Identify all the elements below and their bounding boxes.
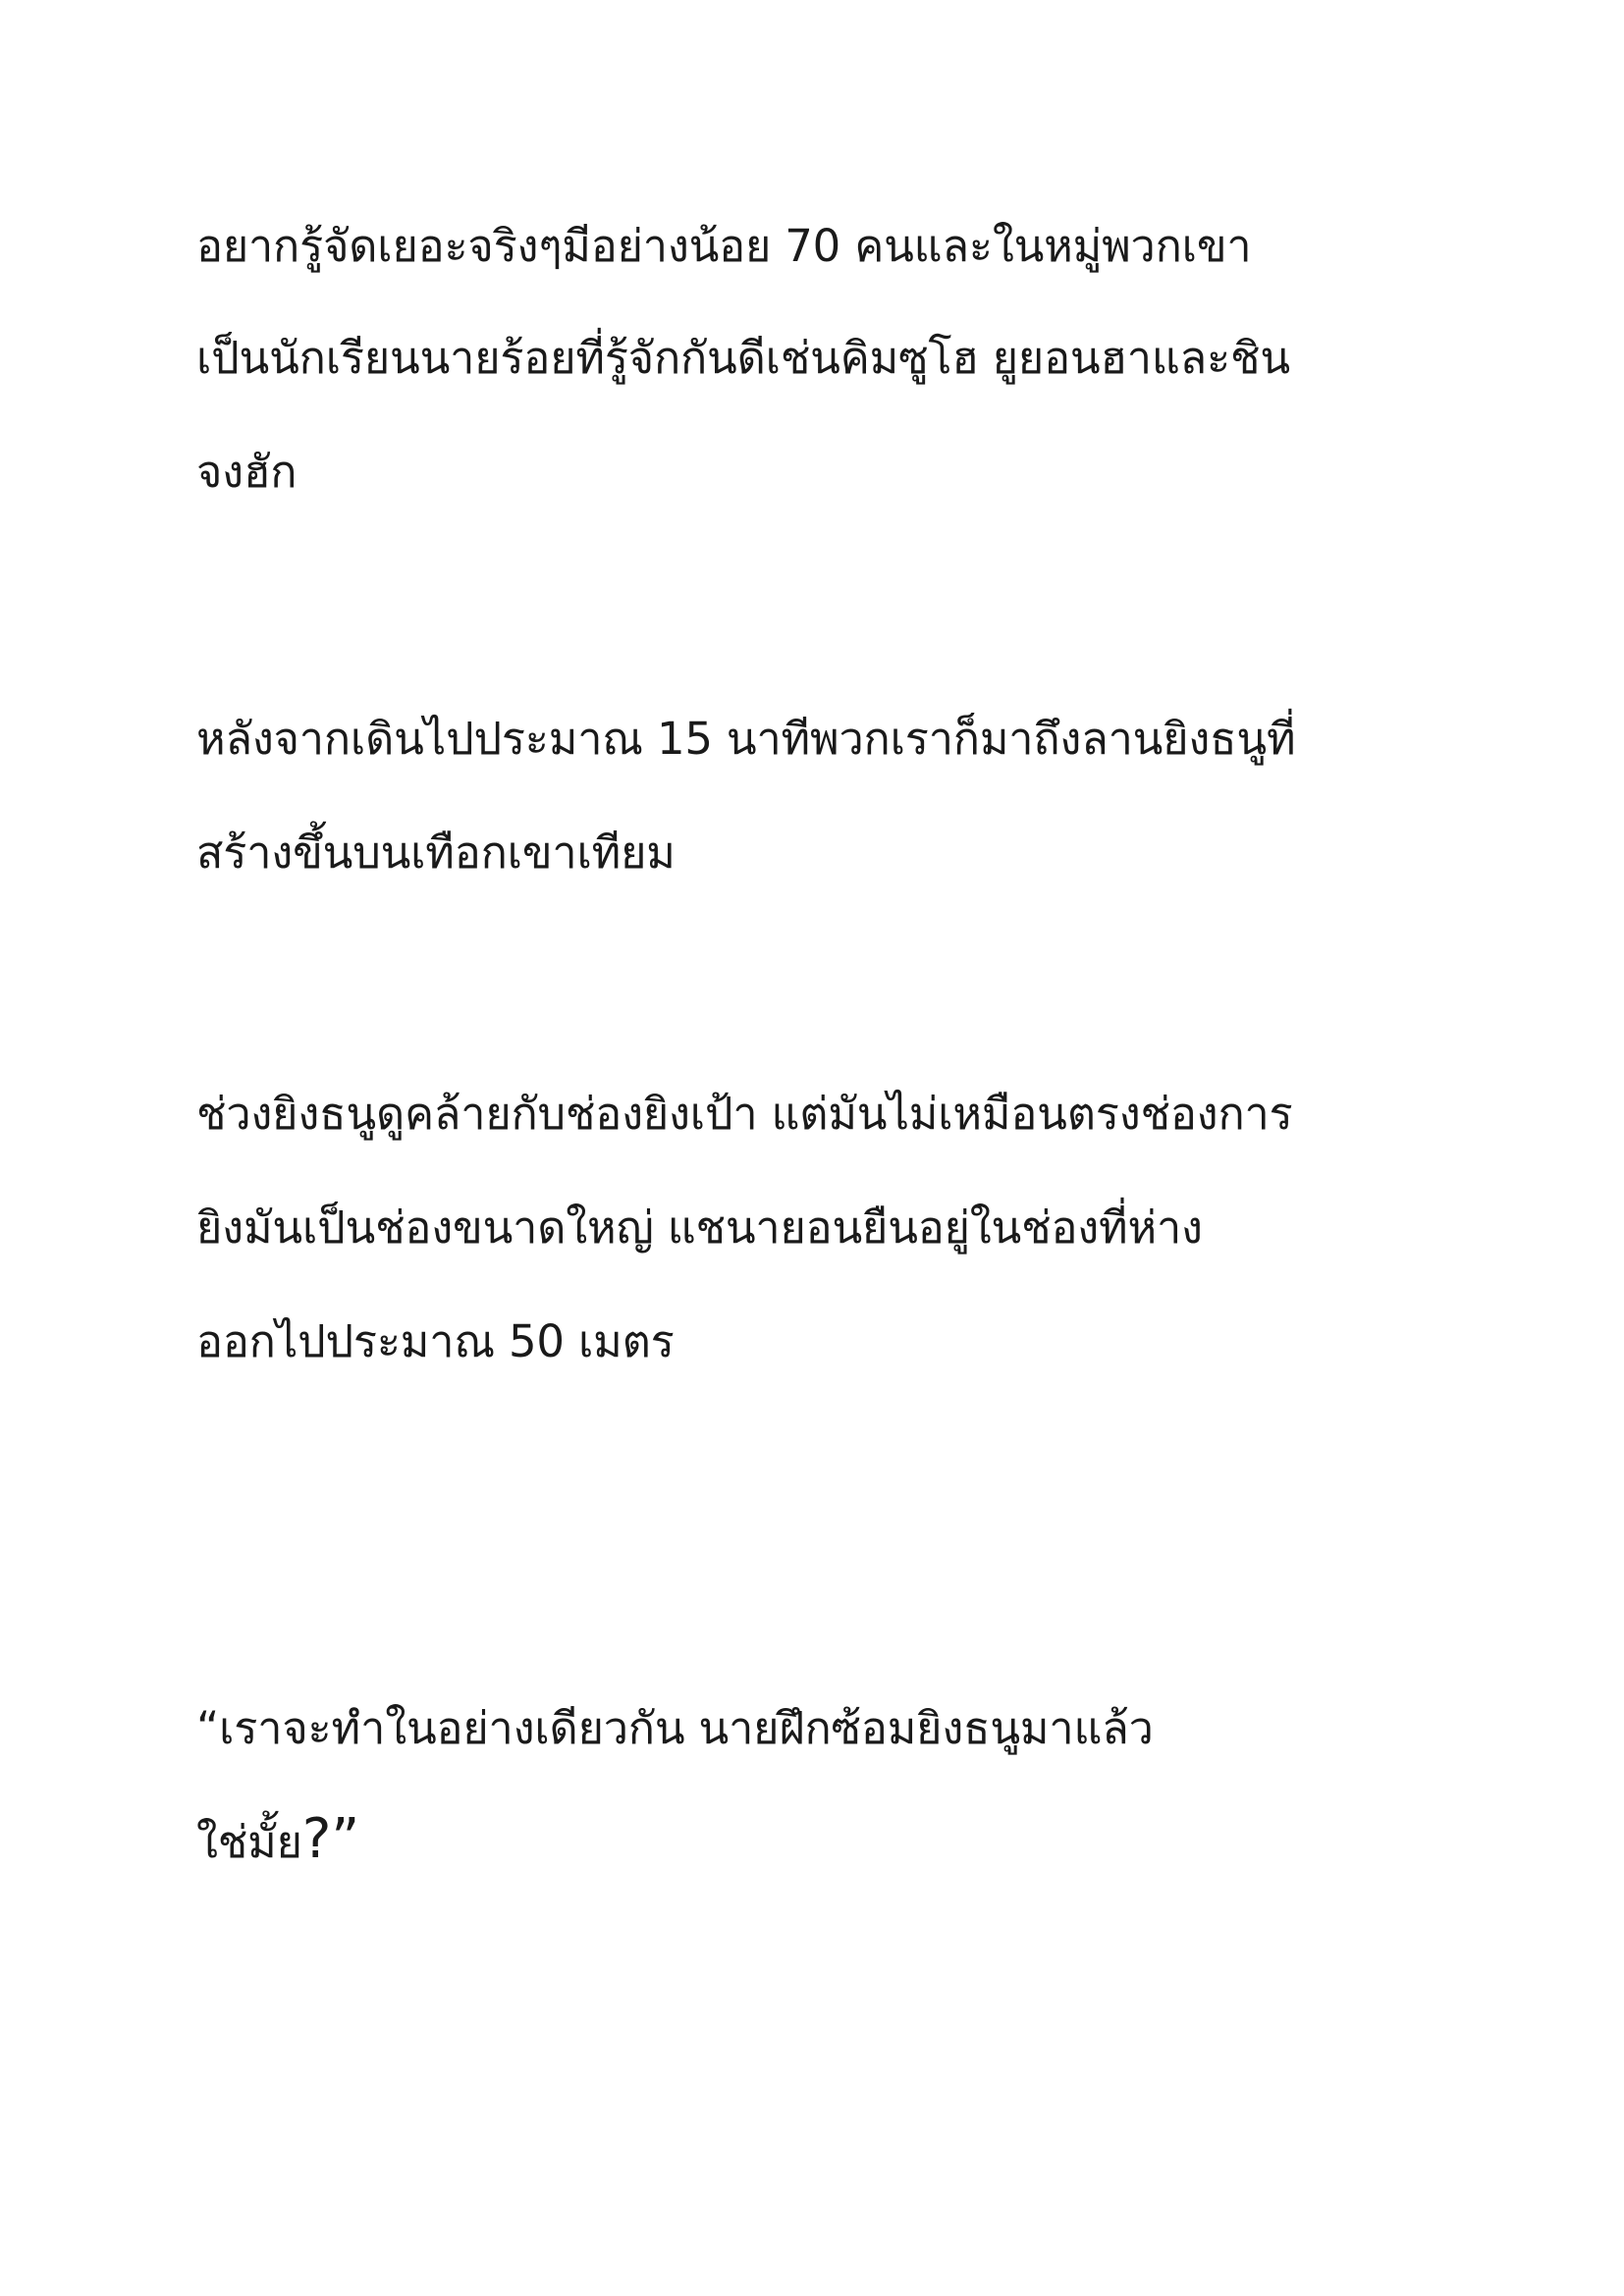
paragraph-1-line-2: เป็นนักเรียนนายร้อยที่รู้จักกันดีเช่นคิมซูโฮ ยูยอนฮาและชิน <box>196 332 1290 384</box>
paragraph-1-line-3: จงฮัก <box>196 446 298 498</box>
paragraph-2-line-2: สร้างขึ้นบนเทือกเขาเทียม <box>196 827 676 879</box>
paragraph-4-line-2 <box>196 1807 360 1871</box>
paragraph-3-line-1: ช่วงยิงธนูดูคล้ายกับช่องยิงเป้า แต่มันไม่เหมือนตรงช่องการ <box>196 1088 1293 1140</box>
paragraph-1-line-1: อยากรู้จัดเยอะจริงๆมีอย่างน้อย 70 คนและในหมู่พวกเขา <box>196 220 1252 272</box>
paragraph-3-line-2: ยิงมันเป็นช่องขนาดใหญ่ แชนายอนยืนอยู่ในช่องที่ห่าง <box>196 1201 1203 1254</box>
dialogue-text: ใช่มั้ย <box>196 1816 302 1868</box>
closing-punctuation: ?” <box>301 1807 360 1871</box>
paragraph-2-line-1: หลังจากเดินไปประมาณ 15 นาทีพวกเราก็มาถึงลานยิงธนูที่ <box>196 713 1296 765</box>
paragraph-4-line-1: “เราจะทำในอย่างเดียวกัน นายฝึกซ้อมยิงธนูมาแล้ว <box>196 1702 1154 1754</box>
paragraph-3-line-3: ออกไปประมาณ 50 เมตร <box>196 1315 675 1367</box>
